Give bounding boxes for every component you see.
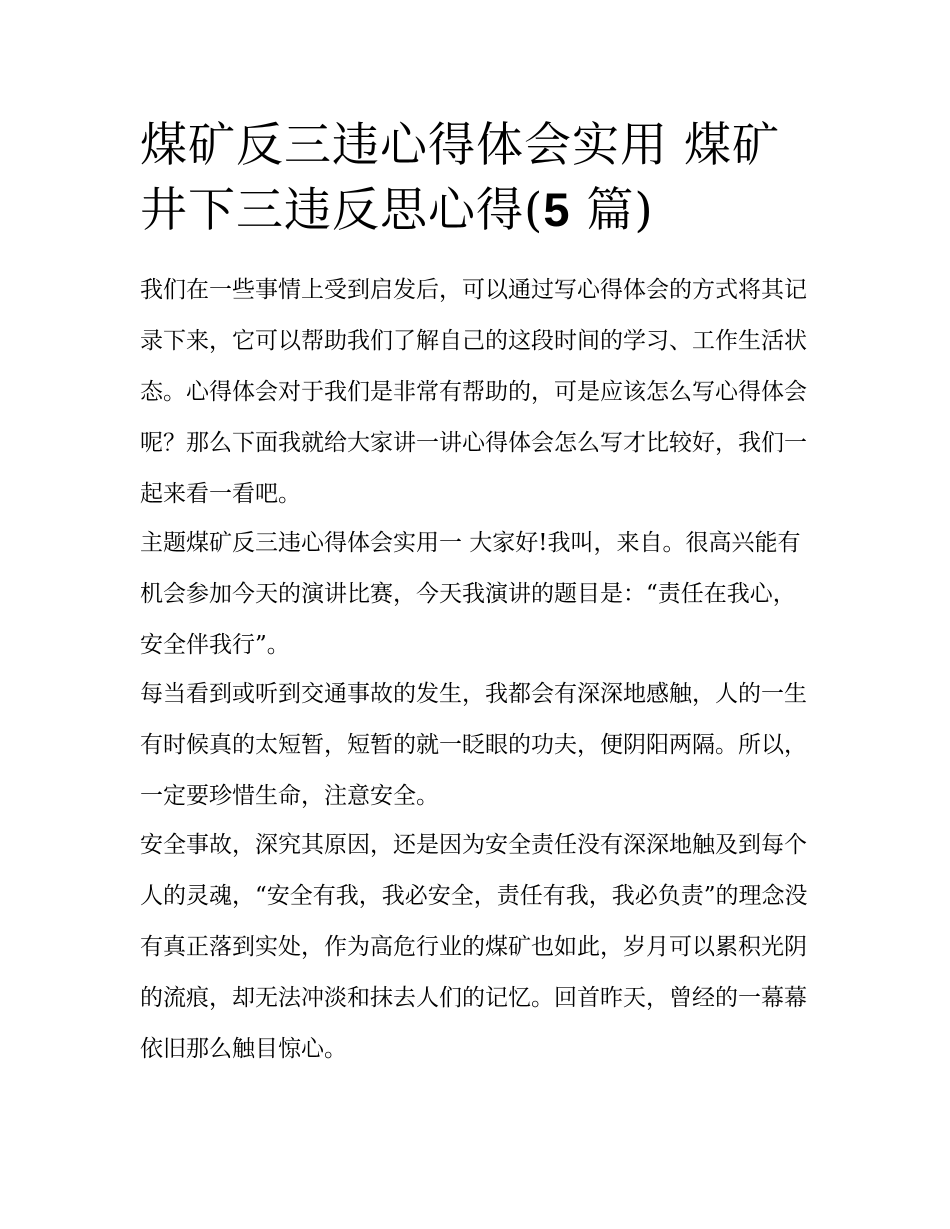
document-body bbox=[140, 114, 815, 1075]
title-text: 煤矿反三违心得体会实用 煤矿井下三违反思心得( bbox=[140, 118, 780, 238]
body-paragraph: 每当看到或听到交通事故的发生，我都会有深深地感触，人的一生有时候真的太短暂，短暂的就一眨眼的功夫，便阴阳两隔。所以，一定要珍惜生命，注意安全。 bbox=[140, 681, 807, 809]
title-suffix: 篇) bbox=[570, 183, 654, 238]
body-paragraph: 主题煤矿反三违心得体会实用一 大家好!我叫，来自。很高兴能有机会参加今天的演讲比赛，今天我演讲的题目是：“责任在我心，安全伴我行”。 bbox=[140, 530, 801, 658]
title-number: 5 bbox=[543, 183, 571, 236]
intro-paragraph: 我们在一些事情上受到启发后，可以通过写心得体会的方式将其记录下来，它可以帮助我们了解自己的这段时间的学习、工作生活状态。心得体会对于我们是非常有帮助的，可是应该怎么写心得体会呢？那么下面我就给大家讲一讲心得体会怎么写才比较好，我们一起来看一看吧。 bbox=[140, 277, 807, 507]
body-paragraph: 安全事故，深究其原因，还是因为安全责任没有深深地触及到每个人的灵魂，“安全有我，我必安全，责任有我，我必负责”的理念没有真正落到实处，作为高危行业的煤矿也如此，岁月可以累积光阴的流痕，却无法冲淡和抹去人们的记忆。回首昨天，曾经的一幕幕依旧那么触目惊心。 bbox=[140, 832, 808, 1062]
document-title bbox=[140, 114, 815, 243]
